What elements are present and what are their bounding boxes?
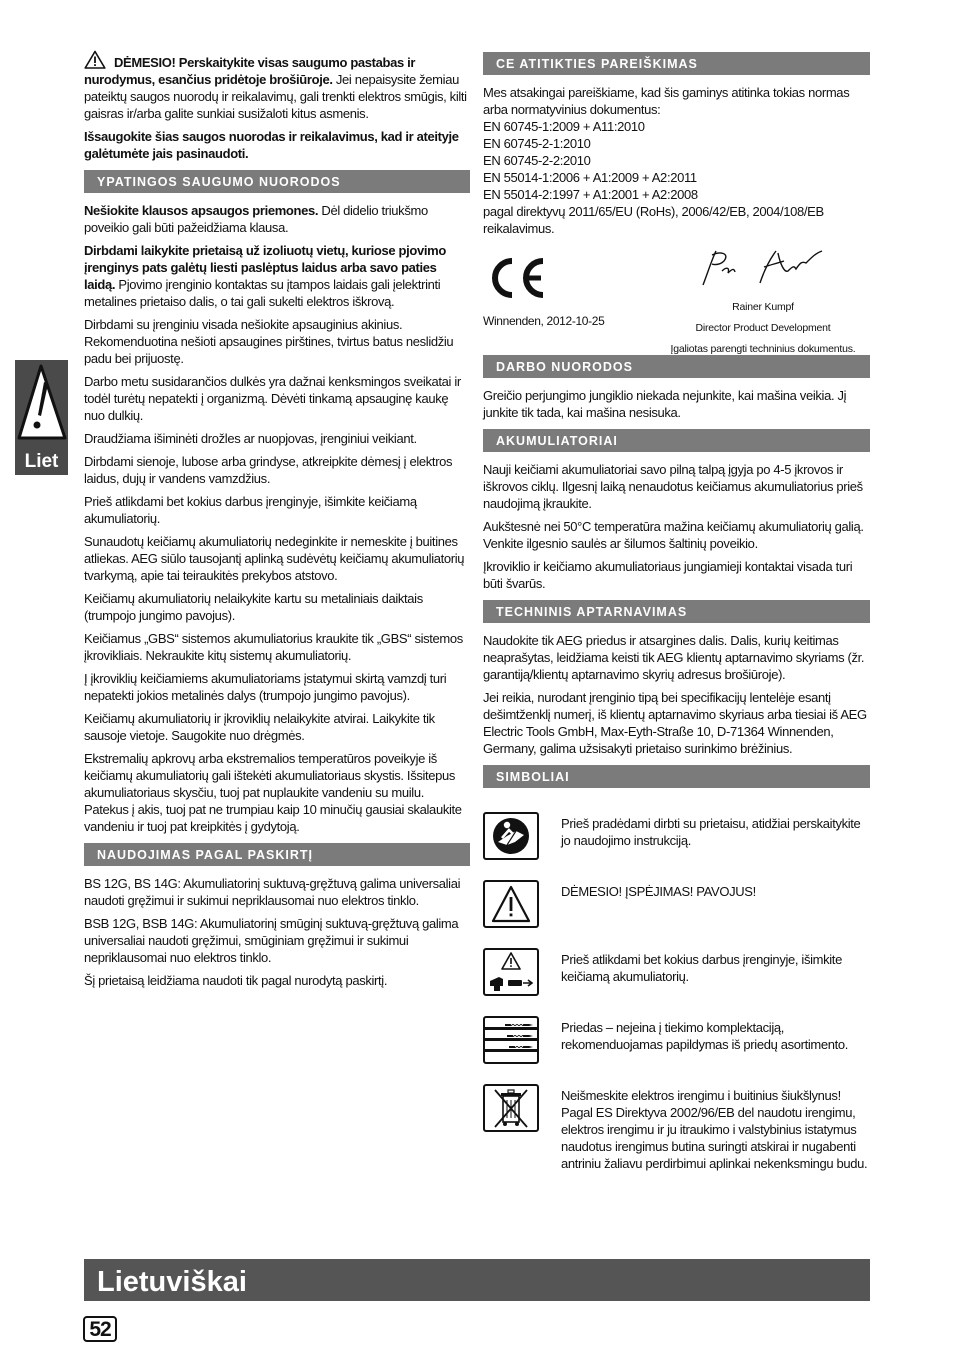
ce-declaration-heading: CE ATITIKTIES PAREIŠKIMAS — [483, 52, 870, 75]
battery-item: Nauji keičiami akumuliatoriai savo pilną talpą įgyja po 4-5 įkrovos ir iškrovos ciklų. Ilgesnį laiką nenaudotus keičiamus akumuliatorius prieš naudojimą įkraukite. — [483, 462, 863, 511]
warning-bold: DĖMESIO! Perskaitykite visas saugumo pastabas ir nurodymus, esančius pridėtoje brošiūroje. — [84, 55, 416, 87]
signer-authorization: Įgaliotas parengti techninius dokumentus. — [670, 343, 856, 355]
symbol-row — [483, 878, 870, 942]
special-item: Sunaudotų keičiamų akumuliatorių nedeginkite ir nemeskite į buitines atliekas. AEG siūlo tausojantį aplinką sudėvėtų keičiamų akumuliatorių tvarkymą, apie tai teiraukitės prekybos atstovo. — [84, 534, 465, 583]
special-item: Ekstremalių apkrovų arba ekstremalios temperatūros poveikyje iš keičiamų akumuliatorių gali ištekėti akumuliatoriaus skystis. Išsitepus akumuliatoriaus skysčiu, tuoj pat nuplaukite vandeniu su muilu. Patekus į akis, tuoj pat ne trumpiau kaip 10 minučių gausiai skalaukite vandeniu ir tuoj pat kreipkitės į gydytoją. — [84, 751, 462, 834]
ce-declaration-text: Mes atsakingai pareiškiame, kad šis gaminys atitinka tokias normas arba normatyvinius dokumentus: EN 60745-1:2009 + A11:2010 EN 60745-2-1:2010 EN 60745-2-2:2010 EN 55014-1:2006 + A1:2009 + A2:2011 EN 55014-2:1997 + A1:2001 + A2:2008 pagal direktyvų 2011/65/EU (RoHs), 2006/42/EB, 2004/108/EB reikalavimus. — [483, 85, 850, 236]
warning-triangle-icon — [84, 50, 106, 69]
page-number: 52 — [83, 1316, 117, 1342]
warning-text: Jei nepaisysite žemiau pateiktų saugos nuorodų ir reikalavimų, gali trenkti elektros smūgis, kilti gaisras ir/arba galite sunkiai susižaloti kitus asmenis. — [84, 72, 467, 121]
special-item: Dirbdami sienoje, lubose arba grindyse, atkreipkite dėmesį į elektros laidus, dujų ir vandens vamzdžius. — [84, 454, 453, 486]
intended-use-heading: NAUDOJIMAS PAGAL PASKIRTĮ — [84, 843, 470, 866]
footer-language-title: Lietuviškai — [84, 1259, 870, 1301]
symbol-text: Neišmeskite elektros irengimu i buitinius šiukšlynus! Pagal ES Direktyva 2002/96/EB del naudotu irengimu, elektros irengimu ir ju itraukimo i valstybinius istatymus naudotus irengimus butina suringti atskirai ir nugabenti antriniu žaliavu perdirbimui aplinkai nekenksmingu budu. — [561, 1088, 868, 1171]
use-item: BSB 12G, BSB 14G: Akumuliatorinį smūginį suktuvą-gręžtuvą galima universaliai naudoti gręžimui, smūginiam gręžimui ir sukimui nepriklausomai nuo elektros tinklo. — [84, 916, 459, 965]
symbol-row — [483, 946, 870, 1010]
special-item: Prieš atlikdami bet kokius darbus įrenginyje, išimkite keičiamą akumuliatorių. — [84, 494, 417, 526]
symbol-text: DĖMESIO! ĮSPĖJIMAS! PAVOJUS! — [561, 884, 756, 899]
maintenance-item: Jei reikia, nurodant įrenginio tipą bei specifikacijų lentelėje esantį dešimtženklį numerį, iš klientų aptarnavimo skyriaus arba tiesiai iš AEG Electric Tools GmbH, Max-Eyth-Straße 10, D-71364 Winnenden, Germany, galima užsisakyti prietaiso surinkimo brėžinius. — [483, 690, 867, 756]
battery-item: Aukštesnė nei 50°C temperatūra mažina keičiamų akumuliatorių galią. Venkite ilgesnio saulės ar šilumos šaltinių poveikio. — [483, 519, 864, 551]
work-instructions-heading: DARBO NUORODOS — [483, 355, 870, 378]
special-item: Keičiamų akumuliatorių ir įkroviklių nelaikykite atvirai. Laikykite tik sausoje vietoje. Saugokite nuo drėgmės. — [84, 711, 435, 743]
remove-battery-icon — [485, 950, 537, 994]
special-item: Keičiamus „GBS“ sistemos akumuliatorius kraukite tik „GBS“ sistemos įkrovikliais. Nekraukite kitų sistemų akumuliatorių. — [84, 631, 463, 663]
work-instructions-text: Greičio perjungimo jungiklio niekada nejunkite, kai mašina veikia. Jį junkite tik tada, kai mašina nesisuka. — [483, 388, 847, 420]
language-side-tab — [15, 360, 68, 475]
special-item: Draudžiama išiminėti drožles ar nuopjovas, įrenginiui veikiant. — [84, 431, 417, 446]
battery-item: Įkroviklio ir keičiamo akumuliatoriaus jungiamieji kontaktai visada turi būti švarūs. — [483, 559, 853, 591]
special-item: Dirbdami laikykite prietaisą už izoliuotų vietų, kuriose pjovimo įrenginys pats galėtų liesti paslėptus laidus arba savo paties laidą. Pjovimo įrenginio kontaktas su įtampos laidais gali įelektrinti metalines prietaiso dalis, o tai gali sukelti elektros iškrovą. — [84, 243, 446, 309]
keep-instructions: Išsaugokite šias saugos nuorodas ir reikalavimus, kad ir ateityje galėtumėte jais pasinaudoti. — [84, 129, 459, 161]
special-item: Keičiamų akumuliatorių nelaikykite kartu su metaliniais daiktais (trumpojo jungimo pavojus). — [84, 591, 423, 623]
ce-signature-block — [483, 247, 870, 355]
special-safety-heading: YPATINGOS SAUGUMO NUORODOS — [84, 170, 470, 193]
special-safety-list — [84, 202, 470, 835]
special-item: Nešiokite klausos apsaugos priemones. Dėl didelio triukšmo poveikio gali būti pažeidžiama klausa. — [84, 203, 428, 235]
special-item: Į įkroviklių keičiamiems akumuliatoriams įstatymui skirtą vamzdį turi nepatekti jokios metalinės dalys (trumpojo jungimo pavojus). — [84, 671, 447, 703]
special-item: Darbo metu susidarančios dulkės yra dažnai kenksmingos sveikatai ir todėl turėtų nepatekti į organizmą. Dėvėti tinkamą apsauginę kaukę nuo dulkių. — [84, 374, 461, 423]
symbol-row — [483, 1014, 870, 1078]
warning-paragraph — [84, 50, 470, 122]
use-item: BS 12G, BS 14G: Akumuliatorinį suktuvą-gręžtuvą galima universaliai naudoti gręžimui ir sukimui nepriklausomai nuo elektros tinklo. — [84, 876, 461, 908]
left-column — [84, 50, 470, 995]
symbol-text: Prieš pradėdami dirbti su prietaisu, atidžiai perskaitykite jo naudojimo instrukciją. — [561, 816, 861, 848]
symbol-row — [483, 810, 870, 874]
exclamation-warning-icon — [15, 360, 68, 445]
maintenance-item: Naudokite tik AEG priedus ir atsargines dalis. Dalis, kurių keitimas neaprašytas, leidžiama keisti tik AEG klientų aptarnavimo skyriams (žr. garantiją/klientų aptarnavimo skyrių adresus brošiūroje). — [483, 633, 865, 682]
symbol-text: Prieš atlikdami bet kokius darbus įrenginyje, išimkite keičiamą akumuliatorių. — [561, 952, 842, 984]
crossed-bin-icon — [485, 1086, 537, 1130]
ce-date: Winnenden, 2012-10-25 — [483, 314, 605, 328]
symbols-heading: SIMBOLIAI — [483, 765, 870, 788]
right-column — [483, 50, 870, 1176]
special-item: Dirbdami su įrenginiu visada nešiokite apsauginius akinius. Rekomenduotina nešioti apsaugines pirštines, tvirtus batus neslidžiu padu bei prijuostę. — [84, 317, 454, 366]
warning-triangle-icon — [485, 882, 537, 926]
read-manual-icon — [485, 814, 537, 858]
signature-image — [698, 247, 828, 289]
maintenance-heading: TECHNINIS APTARNAVIMAS — [483, 600, 870, 623]
signer-name: Rainer Kumpf — [732, 301, 794, 313]
side-tab-label: Liet — [24, 451, 59, 472]
symbol-row — [483, 1082, 870, 1172]
use-item: Šį prietaisą leidžiama naudoti tik pagal nurodytą paskirtį. — [84, 973, 388, 988]
signer-title: Director Product Development — [695, 322, 831, 334]
batteries-heading: AKUMULIATORIAI — [483, 429, 870, 452]
accessory-icon — [485, 1018, 537, 1062]
ce-mark-icon — [485, 255, 547, 301]
symbol-text: Priedas – nejeina į tiekimo komplektaciją, rekomenduojamas papildymas iš priedų asortimento. — [561, 1020, 849, 1052]
signer-info — [663, 297, 863, 360]
